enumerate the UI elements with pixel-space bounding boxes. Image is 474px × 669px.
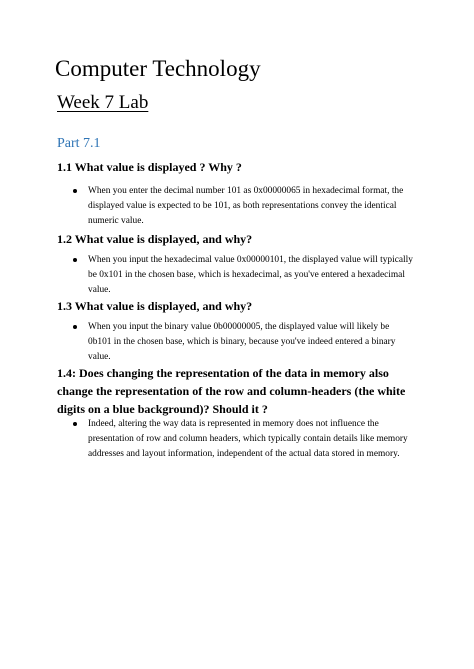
answer-text: When you input the binary value 0b00000005, the displayed value will likely be 0b101 in the chosen base, which is binary, because you've indeed entered a binary value. bbox=[88, 322, 396, 362]
bullet-icon bbox=[73, 189, 77, 193]
answer-text: When you input the hexadecimal value 0x00000101, the displayed value will typically be 0x101 in the chosen base, which is hexadecimal, as you've entered a hexadecimal value. bbox=[88, 255, 413, 295]
bullet-icon bbox=[73, 258, 77, 262]
answer-text: When you enter the decimal number 101 as 0x00000065 in hexadecimal format, the displayed value is expected to be 101, as both representations convey the identical numeric value. bbox=[88, 186, 404, 226]
answer-text: Indeed, altering the way data is represented in memory does not influence the presentation of row and column headers, which typically contain details like memory addresses and layout information, independent of the actual data stored in memory. bbox=[88, 419, 408, 459]
question-1-3: 1.3 What value is displayed, and why? bbox=[57, 299, 253, 313]
bullet-icon bbox=[73, 422, 77, 426]
part-heading: Part 7.1 bbox=[57, 136, 101, 151]
document-subtitle: Week 7 Lab bbox=[57, 92, 149, 113]
question-1-2: 1.2 What value is displayed, and why? bbox=[57, 232, 253, 246]
document-title: Computer Technology bbox=[55, 56, 261, 81]
question-1-1: 1.1 What value is displayed ? Why ? bbox=[57, 160, 242, 174]
bullet-icon bbox=[73, 325, 77, 329]
question-1-4: 1.4: Does changing the representation of the data in memory also change the representation of the row and column-headers (the white digits on a blue background)? Should it ? bbox=[57, 366, 406, 416]
